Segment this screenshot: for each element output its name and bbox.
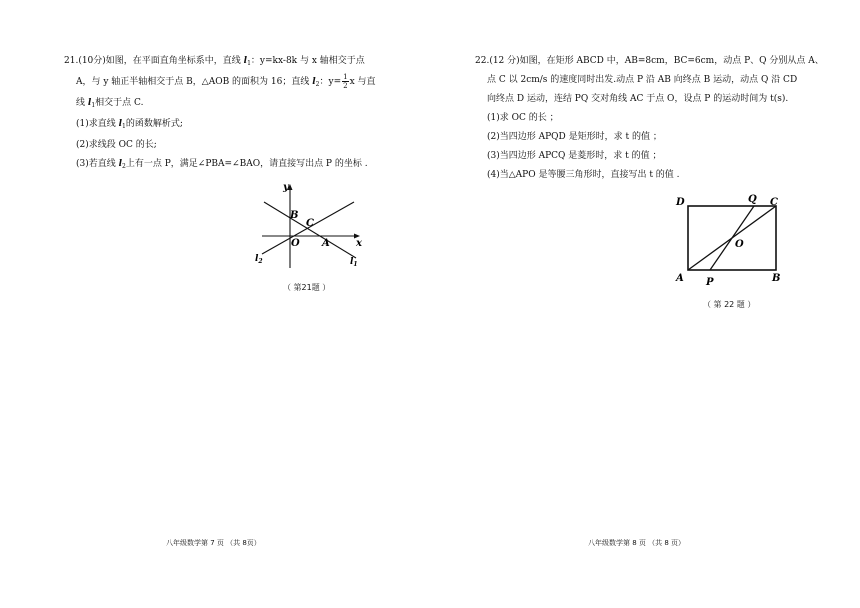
q22-item-4: (4)当△APO 是等腰三角形时，直接写出 t 的值 . [487, 170, 680, 180]
q22-item-1: (1)求 OC 的长 ； [487, 113, 559, 123]
figure-21-coordinate-diagram [250, 176, 370, 271]
figure-21-caption: （ 第21题 ） [283, 283, 331, 292]
q22-item-3: (3)当四边形 APCQ 是菱形时，求 t 的值 ； [487, 151, 662, 161]
q21-item-3: (3)若直线 $l_2$上有一点 P，满足∠PBA=∠BAO，请直接写出点 P 的坐标 . [76, 159, 368, 170]
point-o-label: O [735, 239, 744, 250]
line-l1 [264, 202, 356, 258]
y-axis-label: y [283, 182, 289, 193]
point-b-label: B [290, 210, 299, 221]
point-c-label: C [770, 197, 778, 208]
point-q-label: Q [748, 194, 757, 205]
q21-line-3: 线 $l_1$相交于点 C. [76, 98, 144, 109]
question-21 [64, 52, 394, 176]
line-l1-label: $l_1$ [350, 257, 358, 268]
page-footer-left: 八年级数学第 7 页 （共 8页） [166, 539, 261, 547]
q22-line-1: 22.(12 分)如图，在矩形 ABCD 中，AB=8cm，BC=6cm，动点 P、Q 分别从点 A、 [475, 56, 824, 66]
q22-item-2: (2)当四边形 APQD 是矩形时，求 t 的值 ； [487, 132, 662, 142]
q22-line-2: 点 C 以 2cm/s 的速度同时出发.动点 P 沿 AB 向终点 B 运动，动点 Q 沿 CD [487, 75, 798, 85]
x-axis-label: x [356, 238, 362, 249]
point-o-label: O [291, 238, 300, 249]
q21-item-2: (2)求线段 OC 的长; [76, 140, 157, 150]
question-22 [475, 52, 824, 185]
point-a-label: A [676, 273, 684, 284]
figure-22-caption: （ 第 22 题 ） [703, 300, 756, 309]
point-c-label: C [306, 218, 314, 229]
q22-line-3: 向终点 D 运动，连结 PQ 交对角线 AC 于点 O，设点 P 的运动时间为 t(s). [487, 94, 789, 104]
fraction-one-half: $\frac{1}{2}$ [343, 73, 348, 90]
q21-item-1: (1)求直线 $l_1$的函数解析式; [76, 119, 183, 130]
segment-pq [710, 206, 754, 270]
point-b-label: B [772, 273, 781, 284]
page-footer-right: 八年级数学第 8 页 （共 8 页） [588, 539, 686, 547]
point-a-label: A [322, 238, 330, 249]
point-p-label: P [706, 277, 714, 288]
point-d-label: D [676, 197, 685, 208]
line-l2-label: $l_2$ [255, 254, 263, 265]
figure-22-rectangle-diagram [672, 190, 792, 290]
q21-line-1: 21.(10分)如图，在平面直角坐标系中，直线 $l_1$：y=kx-8k 与 x 轴相交于点 [64, 56, 365, 67]
q21-line-2: A，与 y 轴正半轴相交于点 B，△AOB 的面积为 16；直线 $l_2$：y= $\frac{1}{2}$ x 与直 [76, 73, 376, 90]
